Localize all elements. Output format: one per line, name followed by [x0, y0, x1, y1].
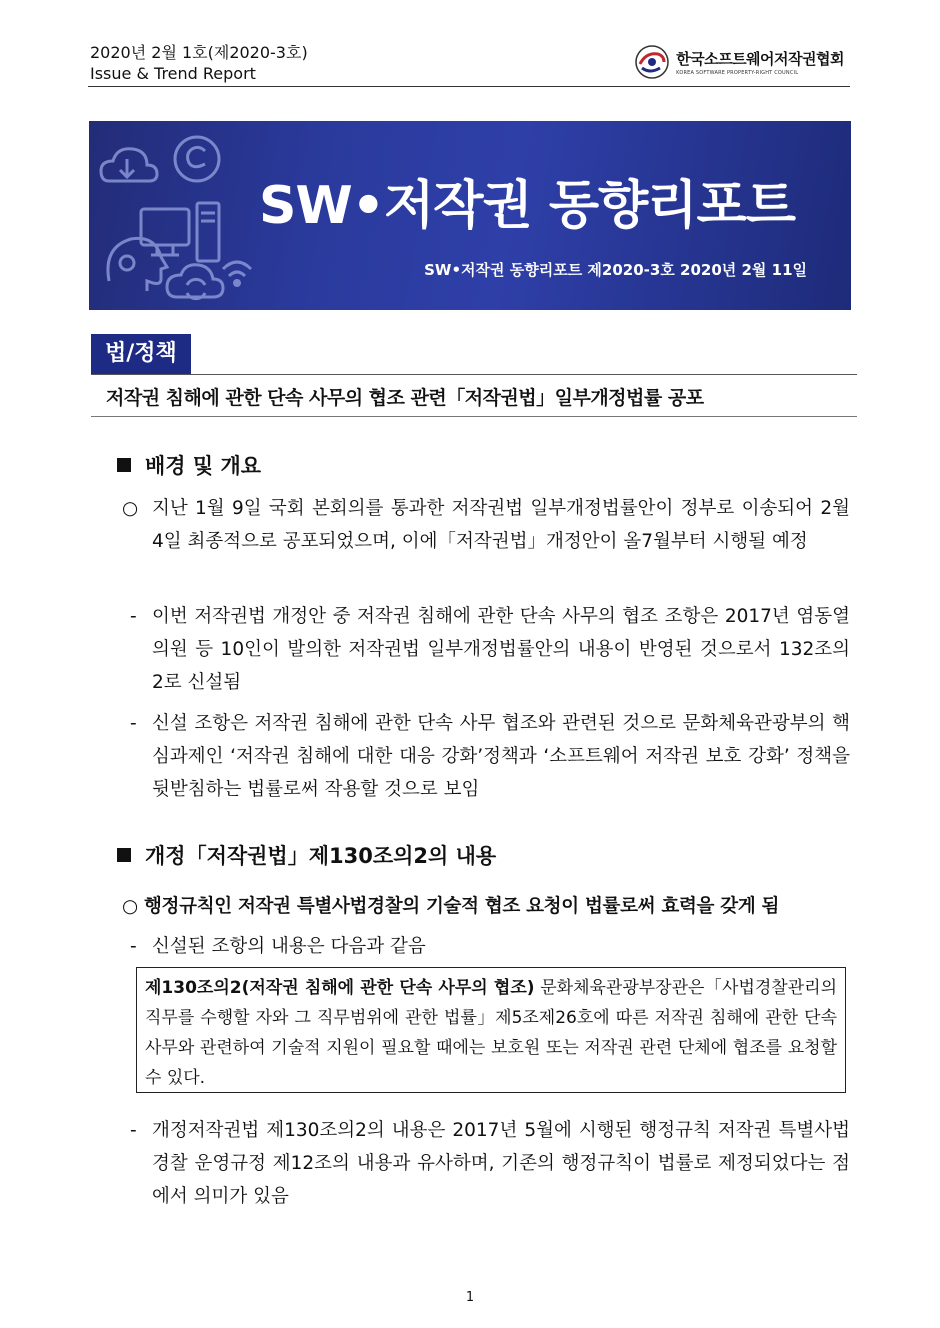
- category-divider: [91, 374, 857, 375]
- report-banner: [89, 121, 851, 310]
- org-name: 한국소프트웨어저작권협회: [676, 50, 844, 68]
- square-bullet-icon: [117, 848, 131, 862]
- law-article-heading: 제130조의2(저작권 침해에 관한 단속 사무의 협조): [145, 978, 535, 998]
- page-header: [88, 38, 850, 87]
- dash-paragraph: [130, 600, 850, 700]
- dash-paragraph: [130, 707, 850, 807]
- banner-title: SW•저작권 동향리포트: [258, 176, 795, 236]
- section-heading-text: 배경 및 개요: [145, 454, 262, 478]
- dash-bullet: -: [130, 713, 137, 734]
- dash-text: 신설 조항은 저작권 침해에 관한 단속 사무 협조와 관련된 것으로 문화체육관광부의 핵심과제인 ‘저작권 침해에 대한 대응 강화’정책과 ‘소프트웨어 저작권 보호 강화’ 정책을 뒷받침하는 법률로써 작용할 것으로 보임: [152, 713, 850, 800]
- section-heading: [117, 840, 496, 870]
- dash-bullet: -: [130, 936, 137, 957]
- dash-paragraph: [130, 1114, 850, 1214]
- org-logo: [634, 44, 844, 80]
- page-number: 1: [465, 1290, 475, 1305]
- report-series: Issue & Trend Report: [90, 64, 256, 83]
- org-english-name: KOREA SOFTWARE PROPERTY-RIGHT COUNCIL: [676, 70, 799, 76]
- title-divider: [91, 416, 857, 417]
- issue-date: 2020년 2월 1호(제2020-3호): [90, 43, 308, 62]
- dash-bullet: -: [130, 1120, 137, 1141]
- bullet-text: 지난 1월 9일 국회 본회의를 통과한 저작권법 일부개정법률안이 정부로 이송되어 2월 4일 최종적으로 공포되었으며, 이에「저작권법」개정안이 올7월부터 시행될 예정: [152, 498, 850, 552]
- bullet-paragraph: [122, 492, 850, 592]
- circle-bullet-icon: ○: [122, 498, 139, 519]
- law-article-box: [136, 967, 846, 1093]
- dash-text: 개정저작권법 제130조의2의 내용은 2017년 5월에 시행된 행정규칙 저작권 특별사법경찰 운영규정 제12조의 내용과 유사하며, 기존의 행정규칙이 법률로 제정되었다는 점에서 의미가 있음: [152, 1120, 850, 1207]
- bold-bullet-text: ○ 행정규칙인 저작권 특별사법경찰의 기술적 협조 요청이 법률로써 효력을 갖게 됨: [122, 896, 780, 917]
- banner-subtitle: SW•저작권 동향리포트 제2020-3호 2020년 2월 11일: [424, 261, 807, 279]
- dash-text: 신설된 조항의 내용은 다음과 같음: [152, 936, 426, 957]
- section-heading: [117, 450, 261, 480]
- section-heading-text: 개정「저작권법」제130조의2의 내용: [145, 844, 497, 868]
- law-article-text: 문화체육관광부장관은「사법경찰관리의 직무를 수행할 자와 그 직무범위에 관한 법률」제5조제26호에 따른 저작권 침해에 관한 단속 사무와 관련하여 기술적 지원이 필요할 때에는 보호원 또는 저작권 관련 단체에 협조를 요청할 수 있다.: [145, 978, 837, 1088]
- dash-text: 이번 저작권법 개정안 중 저작권 침해에 관한 단속 사무의 협조 조항은 2017년 염동열의원 등 10인이 발의한 저작권법 일부개정법률안의 내용이 반영된 것으로서 132조의 2로 신설됨: [152, 606, 850, 693]
- dash-paragraph: [130, 930, 850, 963]
- category-badge: 법/정책: [91, 334, 191, 374]
- org-emblem-icon: [634, 44, 670, 80]
- dash-bullet: -: [130, 606, 137, 627]
- article-title: 저작권 침해에 관한 단속 사무의 협조 관련「저작권법」일부개정법률 공포: [106, 387, 704, 409]
- square-bullet-icon: [117, 458, 131, 472]
